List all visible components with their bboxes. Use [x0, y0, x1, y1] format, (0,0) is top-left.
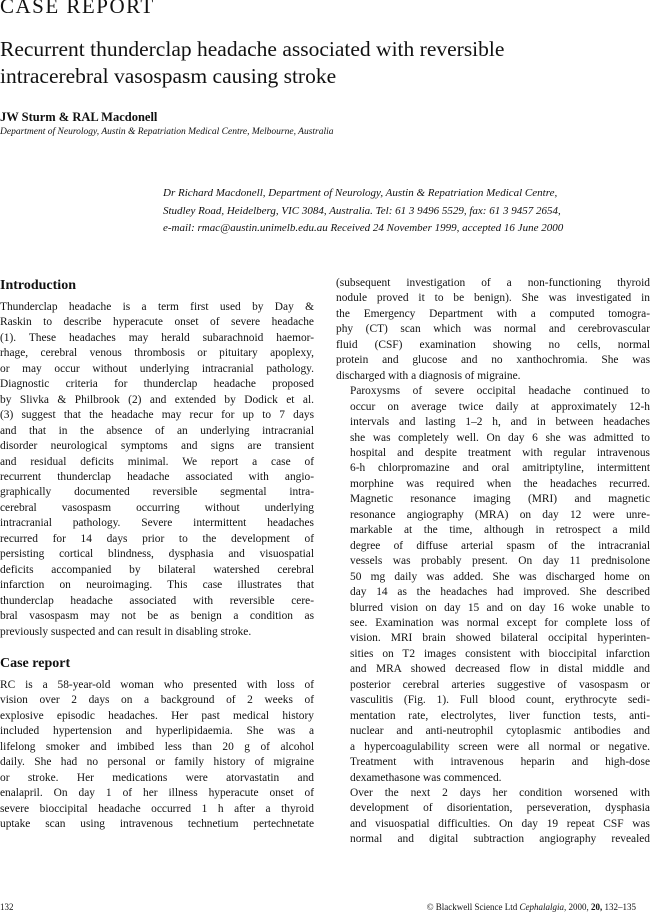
footer-journal: Cephalalgia,	[519, 902, 567, 912]
text-line: hospital and despite treatment with regular intravenous	[350, 446, 650, 459]
correspondence-block	[163, 185, 650, 238]
introduction-heading: Introduction	[0, 278, 76, 293]
text-line: (3) suggest that the headache may recur for up to 7 days	[0, 409, 314, 422]
authors: JW Sturm & RAL Macdonell	[0, 110, 158, 124]
case-paragraph-1	[336, 276, 650, 384]
text-line: or stroke. Her medications were atorvastatin and	[0, 771, 314, 784]
correspondence-line-3: e-mail: rmac@austin.unimelb.edu.au Received 24 November 1999, accepted 16 June 2000	[163, 222, 564, 234]
text-line: bral vasospasm may not be as benign a condition as	[0, 610, 314, 623]
footer-volume: 20,	[591, 902, 603, 912]
text-line: and MRA showed decreased flow in distal middle and	[350, 663, 650, 676]
case-report-heading: Case report	[0, 655, 71, 671]
text-line: lifelong smoker and imbibed less than 20 g of alcohol	[0, 740, 314, 753]
text-line: Over the next 2 days her condition worsened with	[350, 786, 650, 799]
text-line: previously suspected and can result in disabling stroke.	[0, 625, 252, 638]
text-line: she was completely well. On day 6 she was admitted to	[350, 431, 650, 444]
text-line: (1). These headaches may herald subarachnoid haemor-	[0, 331, 314, 344]
text-line: severe bioccipital headache occurred 1 h after a thyroid	[0, 802, 314, 815]
text-line: recurrent thunderclap headache associated with angio-	[0, 470, 314, 483]
text-line: a hypercoagulability screen were all normal or negative.	[350, 740, 650, 753]
title-line-2: intracerebral vasospasm causing stroke	[0, 64, 337, 88]
text-line: recurred for 14 days prior to the development of	[0, 532, 314, 545]
text-line: dexamethasone was commenced.	[350, 771, 502, 784]
text-line: vision over 2 days on a background of 2 weeks of	[0, 694, 314, 707]
introduction-paragraph	[0, 300, 314, 640]
text-line: explosive episodic headaches. Her past medical history	[0, 709, 314, 722]
text-line: markable at the time, although in retrospect a mild	[350, 524, 650, 537]
text-line: the Emergency Department with a computed tomogra-	[336, 307, 650, 320]
text-line: and that in the absence of an underlying intracranial	[0, 424, 314, 437]
text-line: day 14 as the headaches had improved. She described	[350, 586, 650, 599]
text-line: degree of diffuse arterial spasm of the intracranial	[350, 539, 650, 552]
text-line: Raskin to describe hyperacute onset of severe headache	[0, 316, 314, 329]
left-column	[0, 276, 314, 833]
text-line: vessels was probably present. On day 11 prednisolone	[350, 555, 650, 568]
footer-pages: 132–135	[604, 902, 636, 912]
footer-year: 2000,	[568, 902, 589, 912]
text-line: persisting cortical blindness, dysphasia and visuospatial	[0, 548, 314, 561]
text-line: and visuospatial difficulties. On day 19 repeat CSF was	[350, 817, 650, 830]
text-line: rhage, cerebral venous thrombosis or pituitary apoplexy,	[0, 347, 314, 360]
text-line: uptake scan using intravenous technetium pertechnetate	[0, 818, 314, 831]
text-line: by Slivka & Philbrook (2) and extended by Dodick et al.	[0, 393, 314, 406]
text-line: enalapril. On day 1 of her illness hyperacute onset of	[0, 787, 314, 800]
text-line: normal and digital subtraction angiography revealed	[350, 833, 650, 846]
case-paragraph-3	[336, 786, 650, 848]
text-line: vasculitis (Fig. 1). Full blood count, erythrocyte sedi-	[350, 694, 650, 707]
text-line: daily. She had no personal or family history of migraine	[0, 756, 314, 769]
text-line: intracranial pathology. Severe intermittent headaches	[0, 517, 314, 530]
affiliation: Department of Neurology, Austin & Repatriation Medical Centre, Melbourne, Australia	[0, 127, 334, 137]
text-line: occur on average twice daily at approximately 12-h	[350, 400, 650, 413]
text-line: thunderclap headache associated with reversible cere-	[0, 594, 314, 607]
text-line: disorder neurological symptoms and signs are transient	[0, 440, 314, 453]
right-column	[336, 276, 650, 848]
text-line: Thunderclap headache is a term first used by Day &	[0, 301, 314, 313]
text-line: phy (CT) scan which was normal and cerebrovascular	[336, 323, 650, 336]
text-line: morphine was required when the headaches recurred.	[350, 477, 650, 490]
footer-copyright: © Blackwell Science Ltd	[426, 902, 518, 912]
text-line: RC is a 58-year-old woman who presented with loss of	[0, 678, 314, 691]
correspondence-line-1: Dr Richard Macdonell, Department of Neurology, Austin & Repatriation Medical Centre,	[163, 187, 558, 199]
text-line: and residual deficits minimal. We report a case of	[0, 455, 314, 468]
text-line: infarction on neuroimaging. This case illustrates that	[0, 579, 314, 592]
article-title	[0, 36, 640, 90]
text-line: development of disorientation, perseveration, dysphasia	[350, 802, 650, 815]
text-line: vision. MRI brain showed bilateral occipital hyperinten-	[350, 632, 650, 645]
text-line: nuclear and anti-neutrophil cytoplasmic antibodies and	[350, 725, 650, 738]
text-line: deficits accompanied by bilateral watershed cerebral	[0, 563, 314, 576]
footer-citation	[427, 901, 636, 913]
text-line: fluid (CSF) examination showing no cells, normal	[336, 338, 650, 351]
text-line: posterior cerebral arteries suggestive of vasospasm or	[350, 678, 650, 691]
text-line: discharged with a diagnosis of migraine.	[336, 369, 521, 382]
text-line: mentation rate, electrolytes, liver function tests, anti-	[350, 709, 650, 722]
text-line: Magnetic resonance imaging (MRI) and magnetic	[350, 493, 650, 506]
text-line: sities on T2 images consistent with bioccipital infarction	[350, 647, 650, 660]
text-line: 50 mg daily was added. She was discharged home on	[350, 570, 650, 583]
text-line: 6-h chlorpromazine and oral amitriptyline, intermittent	[350, 462, 650, 475]
text-line: blurred vision on day 15 and on day 16 woke unable to	[350, 601, 650, 614]
section-label: CASE REPORT	[0, 0, 155, 18]
text-line: (subsequent investigation of a non-functioning thyroid	[336, 277, 650, 289]
text-line: cerebral vasospasm occurring without underlying	[0, 501, 314, 514]
text-line: or may occur without underlying intracranial pathology.	[0, 362, 314, 375]
text-line: Diagnostic criteria for thunderclap headache proposed	[0, 378, 314, 391]
title-line-1: Recurrent thunderclap headache associated with reversible	[0, 37, 505, 61]
text-line: protein and glucose and no xanthochromia. She was	[336, 354, 650, 367]
text-line: see. Examination was normal except for complete loss of	[350, 616, 650, 629]
text-line: resonance angiography (MRA) on day 12 were unre-	[350, 508, 650, 521]
text-line: Paroxysms of severe occipital headache continued to	[350, 385, 650, 398]
text-line: nodule proved it to be benign). She was investigated in	[336, 292, 650, 305]
text-line: graphically documented reversible segmental intra-	[0, 486, 314, 499]
page-number: 132	[0, 902, 14, 912]
correspondence-line-2: Studley Road, Heidelberg, VIC 3084, Australia. Tel: 61 3 9496 5529, fax: 61 3 9457 2654,	[163, 204, 561, 217]
case-report-paragraph	[0, 678, 314, 833]
case-paragraph-2	[336, 384, 650, 786]
text-line: Treatment with intravenous heparin and high-dose	[350, 756, 650, 769]
text-line: included hypertension and hyperlipidaemia. She was a	[0, 725, 314, 738]
text-line: intervals and lasting 1–2 h, and in between headaches	[350, 416, 650, 429]
